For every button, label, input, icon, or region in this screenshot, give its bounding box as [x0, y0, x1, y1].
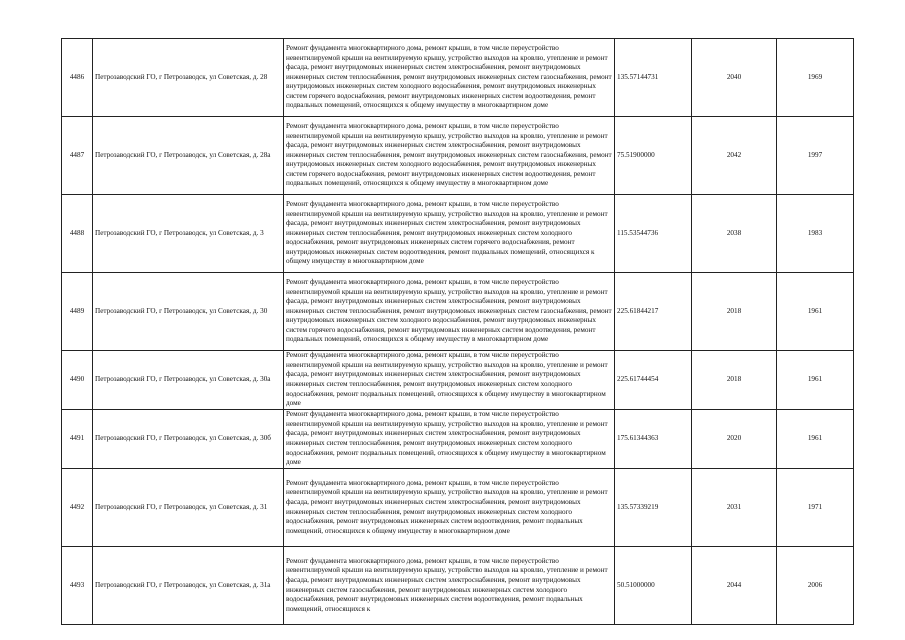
- row-number: 4491: [62, 410, 93, 469]
- built-year-cell: 1971: [777, 469, 854, 547]
- works-text: Ремонт фундамента многоквартирного дома, ремонт крыши, в том числе переустройство невентилируемой крыши на вентилируемую крышу, устройство выходов на кровлю, утепление и ремонт фасада, ремонт внутридомовых инженерных систем электроснабжения, ремонт внутридомовых инженерных систем теплоснабжения, ремонт внутридомовых инженерных систем холодного водоснабжения, ремонт внутридомовых инженерных систем водоотведения, ремонт подвальных помещений, относящихся к общему имуществу в многоквартирном доме: [286, 478, 608, 535]
- planned-year-cell: 2044: [692, 547, 777, 625]
- works-text: Ремонт фундамента многоквартирного дома, ремонт крыши, в том числе переустройство невентилируемой крыши на вентилируемую крышу, устройство выходов на кровлю, утепление и ремонт фасада, ремонт внутридомовых инженерных систем электроснабжения, ремонт внутридомовых инженерных систем теплоснабжения, ремонт внутридомовых инженерных систем газоснабжения, ремонт внутридомовых инженерных систем холодного водоснабжения, ремонт внутридомовых инженерных систем горячего водоснабжения, ремонт внутридомовых инженерных систем водоотведения, ремонт подвальных помещений, относящихся к общему имуществу в многоквартирном доме: [286, 277, 612, 344]
- works-cell: [284, 39, 615, 117]
- address-cell: Петрозаводский ГО, г Петрозаводск, ул Советская, д. 3: [93, 195, 284, 273]
- row-number: 4490: [62, 351, 93, 410]
- works-cell: [284, 273, 615, 351]
- table-row: [62, 117, 854, 195]
- works-text: Ремонт фундамента многоквартирного дома, ремонт крыши, в том числе переустройство невентилируемой крыши на вентилируемую крышу, устройство выходов на кровлю, утепление и ремонт фасада, ремонт внутридомовых инженерных систем электроснабжения, ремонт внутридомовых инженерных систем теплоснабжения, ремонт внутридомовых инженерных систем газоснабжения, ремонт внутридомовых инженерных систем холодного водоснабжения, ремонт внутридомовых инженерных систем горячего водоснабжения, ремонт внутридомовых инженерных систем водоотведения, ремонт подвальных помещений, относящихся к общему имуществу в многоквартирном доме: [286, 43, 612, 110]
- built-year-cell: 1961: [777, 273, 854, 351]
- table-row: [62, 351, 854, 410]
- table-row: [62, 469, 854, 547]
- table-row: [62, 547, 854, 625]
- works-cell: [284, 117, 615, 195]
- address-cell: Петрозаводский ГО, г Петрозаводск, ул Советская, д. 30: [93, 273, 284, 351]
- area-cell: 50.51000000: [615, 547, 692, 625]
- area-cell: 225.61744454: [615, 351, 692, 410]
- planned-year-cell: 2018: [692, 273, 777, 351]
- table-row: [62, 273, 854, 351]
- address-cell: Петрозаводский ГО, г Петрозаводск, ул Советская, д. 28: [93, 39, 284, 117]
- planned-year-cell: 2020: [692, 410, 777, 469]
- row-number: 4488: [62, 195, 93, 273]
- area-cell: 175.61344363: [615, 410, 692, 469]
- works-cell: [284, 351, 615, 410]
- area-cell: 115.53544736: [615, 195, 692, 273]
- works-text: Ремонт фундамента многоквартирного дома, ремонт крыши, в том числе переустройство невентилируемой крыши на вентилируемую крышу, устройство выходов на кровлю, утепление и ремонт фасада, ремонт внутридомовых инженерных систем электроснабжения, ремонт внутридомовых инженерных систем теплоснабжения, ремонт внутридомовых инженерных систем холодного водоснабжения, ремонт подвальных помещений, относящихся к общему имуществу в многоквартирном доме: [286, 410, 608, 467]
- planned-year-cell: 2042: [692, 117, 777, 195]
- row-number: 4486: [62, 39, 93, 117]
- table-row: [62, 410, 854, 469]
- registry-table: [61, 38, 854, 625]
- planned-year-cell: 2018: [692, 351, 777, 410]
- row-number: 4493: [62, 547, 93, 625]
- table-row: [62, 39, 854, 117]
- works-cell: [284, 410, 615, 469]
- built-year-cell: 1997: [777, 117, 854, 195]
- address-cell: Петрозаводский ГО, г Петрозаводск, ул Советская, д. 31: [93, 469, 284, 547]
- area-cell: 75.51900000: [615, 117, 692, 195]
- planned-year-cell: 2031: [692, 469, 777, 547]
- row-number: 4492: [62, 469, 93, 547]
- address-cell: Петрозаводский ГО, г Петрозаводск, ул Советская, д. 28а: [93, 117, 284, 195]
- row-number: 4487: [62, 117, 93, 195]
- works-cell: [284, 469, 615, 547]
- address-cell: Петрозаводский ГО, г Петрозаводск, ул Советская, д. 30б: [93, 410, 284, 469]
- planned-year-cell: 2038: [692, 195, 777, 273]
- address-cell: Петрозаводский ГО, г Петрозаводск, ул Советская, д. 31а: [93, 547, 284, 625]
- area-cell: 225.61844217: [615, 273, 692, 351]
- built-year-cell: 1961: [777, 410, 854, 469]
- works-text: Ремонт фундамента многоквартирного дома, ремонт крыши, в том числе переустройство невентилируемой крыши на вентилируемую крышу, устройство выходов на кровлю, утепление и ремонт фасада, ремонт внутридомовых инженерных систем электроснабжения, ремонт внутридомовых инженерных систем газоснабжения, ремонт внутридомовых инженерных систем холодного водоснабжения, ремонт внутридомовых инженерных систем водоотведения, ремонт подвальных помещений, относящихся к: [286, 556, 608, 613]
- built-year-cell: 1969: [777, 39, 854, 117]
- works-cell: [284, 547, 615, 625]
- works-text: Ремонт фундамента многоквартирного дома, ремонт крыши, в том числе переустройство невентилируемой крыши на вентилируемую крышу, устройство выходов на кровлю, утепление и ремонт фасада, ремонт внутридомовых инженерных систем электроснабжения, ремонт внутридомовых инженерных систем теплоснабжения, ремонт внутридомовых инженерных систем газоснабжения, ремонт внутридомовых инженерных систем холодного водоснабжения, ремонт внутридомовых инженерных систем горячего водоснабжения, ремонт внутридомовых инженерных систем водоотведения, ремонт подвальных помещений, относящихся к общему имуществу в многоквартирном доме: [286, 121, 612, 188]
- works-cell: [284, 195, 615, 273]
- works-text: Ремонт фундамента многоквартирного дома, ремонт крыши, в том числе переустройство невентилируемой крыши на вентилируемую крышу, устройство выходов на кровлю, утепление и ремонт фасада, ремонт внутридомовых инженерных систем электроснабжения, ремонт внутридомовых инженерных систем теплоснабжения, ремонт внутридомовых инженерных систем холодного водоснабжения, ремонт подвальных помещений, относящихся к общему имуществу в многоквартирном доме: [286, 351, 608, 408]
- planned-year-cell: 2040: [692, 39, 777, 117]
- area-cell: 135.57339219: [615, 469, 692, 547]
- built-year-cell: 1961: [777, 351, 854, 410]
- works-text: Ремонт фундамента многоквартирного дома, ремонт крыши, в том числе переустройство невентилируемой крыши на вентилируемую крышу, устройство выходов на кровлю, утепление и ремонт фасада, ремонт внутридомовых инженерных систем электроснабжения, ремонт внутридомовых инженерных систем теплоснабжения, ремонт внутридомовых инженерных систем холодного водоснабжения, ремонт внутридомовых инженерных систем горячего водоснабжения, ремонт внутридомовых инженерных систем водоотведения, ремонт подвальных помещений, относящихся к общему имуществу в многоквартирном доме: [286, 199, 608, 266]
- address-cell: Петрозаводский ГО, г Петрозаводск, ул Советская, д. 30а: [93, 351, 284, 410]
- area-cell: 135.57144731: [615, 39, 692, 117]
- built-year-cell: 1983: [777, 195, 854, 273]
- built-year-cell: 2006: [777, 547, 854, 625]
- table-row: [62, 195, 854, 273]
- row-number: 4489: [62, 273, 93, 351]
